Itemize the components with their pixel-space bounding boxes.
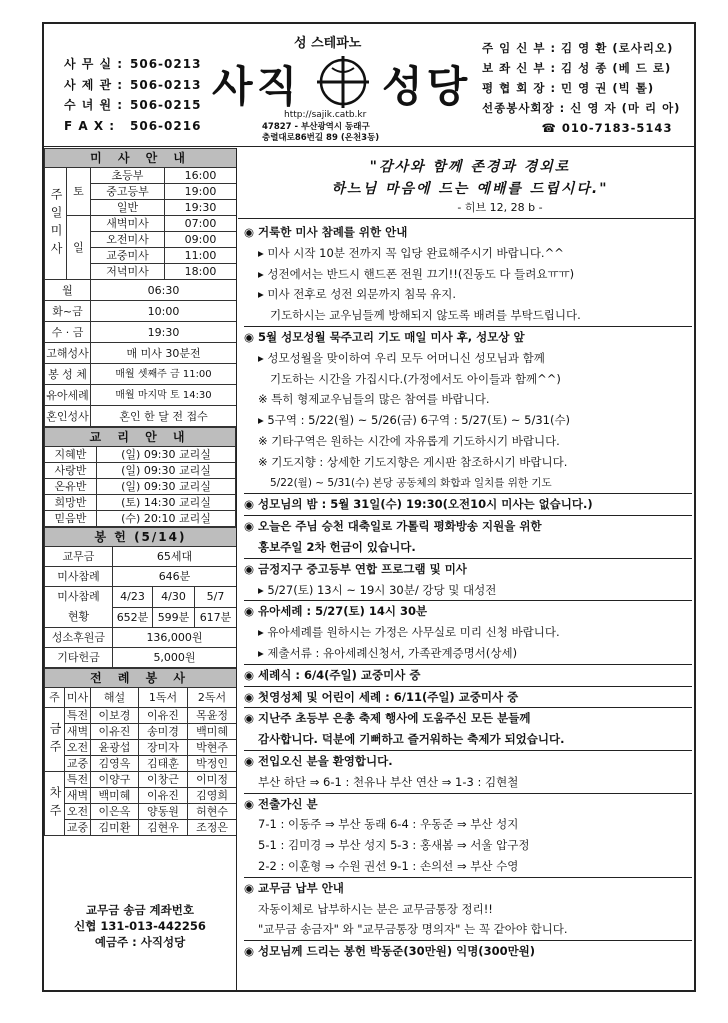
sacrament-time: 혼인 한 달 전 접수 [91, 406, 237, 427]
parish-url[interactable]: http://sajik.catb.kr [284, 110, 367, 120]
office-row: 사 제 관 : 506-0213 [64, 77, 202, 92]
class-name: 희망반 [45, 495, 97, 511]
roster-cell: 교중 [65, 820, 91, 836]
roster-header: 1독서 [139, 688, 188, 708]
office-row: 수 녀 원 : 506-0215 [64, 98, 202, 112]
notice-line: 5-1 : 김미경 ⇒ 부산 성지 5-3 : 홍새봄 ⇒ 서울 압구정 [258, 838, 530, 853]
roster-cell: 김태훈 [139, 756, 188, 772]
sacrament-time: 매월 셋째주 금 11:00 [91, 364, 237, 385]
scripture-quote [250, 156, 690, 216]
roster-cell: 교중 [65, 756, 91, 772]
staff-list [482, 38, 680, 138]
column-divider [236, 148, 237, 992]
notice-line: 홍보주일 2차 헌금이 있습니다. [258, 539, 416, 554]
trend-date: 4/30 [153, 587, 195, 608]
class-time: (일) 09:30 교리실 [97, 479, 236, 495]
roster-cell: 오전 [65, 740, 91, 756]
mass-schedule-table [44, 148, 237, 427]
notice-line: 2-2 : 이훈형 ⇒ 수원 권선 9-1 : 손의선 ⇒ 부산 수영 [258, 858, 519, 873]
notice-heading: ◉ 금정지구 중고등부 연합 프로그램 및 미사 [244, 558, 692, 580]
trend-value: 599분 [153, 607, 195, 628]
notice-line: 기도하시는 교우님들께 방해되지 않도록 배려를 부탁드립니다. [270, 308, 581, 323]
office-phones [64, 54, 201, 136]
class-time: (토) 14:30 교리실 [97, 495, 236, 511]
mass-time: 19:30 [165, 200, 237, 216]
class-name: 믿음반 [45, 511, 97, 527]
roster-cell: 백미혜 [188, 724, 237, 740]
staff-phone: ☎ 010-7183-5143 [541, 121, 673, 135]
offering-value: 5,000원 [113, 648, 237, 668]
sacrament-name: 봉 성 체 [45, 364, 91, 385]
quote-divider [238, 218, 694, 219]
notice-heading: ◉ 첫영성체 및 어린이 세례 : 6/11(주일) 교중미사 중 [244, 686, 692, 708]
office-row: F A X : 506-0216 [64, 118, 202, 133]
roster-cell: 윤광섭 [91, 740, 139, 756]
mass-time: 19:30 [91, 322, 237, 343]
notice-line: 5/22(월) ~ 5/31(수) 본당 공동체의 화합과 일치를 위한 기도 [270, 476, 552, 489]
notice-heading: ◉ 유아세례 : 5/27(토) 14시 30분 [244, 600, 692, 622]
roster-cell: 오전 [65, 804, 91, 820]
notice-heading: ◉ 성모님의 밤 : 5월 31일(수) 19:30(오전10시 미사는 없습니다.) [244, 493, 692, 515]
roster-cell: 이유진 [139, 708, 188, 724]
mass-name: 중고등부 [91, 184, 165, 200]
roster-cell: 김영희 [188, 788, 237, 804]
offering-title: 봉 헌 (5/14) [45, 528, 237, 547]
mass-time: 06:30 [91, 280, 237, 301]
roster-cell: 백미혜 [91, 788, 139, 804]
mass-name: 새벽미사 [91, 216, 165, 232]
roster-cell: 새벽 [65, 788, 91, 804]
bulletin-header [44, 24, 694, 146]
mass-time: 16:00 [165, 168, 237, 184]
notice-line: 자동이체로 납부하시는 분은 교무금통장 정리!! [258, 901, 493, 916]
parish-name-left: 사직 [212, 62, 302, 111]
roster-cell: 김영옥 [91, 756, 139, 772]
offering-value: 136,000원 [113, 628, 237, 648]
offering-name: 미사참례 [45, 567, 113, 587]
offering-table [44, 527, 237, 668]
staff-row: 평 협 회 장 : 민 영 권 (빅 톨) [482, 81, 655, 95]
roster-cell: 박정인 [188, 756, 237, 772]
saturday-label: 토 [67, 168, 91, 216]
roster-header: 미사 [65, 688, 91, 708]
quote-reference: - 히브 12, 28 b - [457, 201, 543, 214]
notice-line: ※ 특히 형제교우님들의 많은 참여를 바랍니다. [258, 392, 490, 407]
staff-row: 보 좌 신 부 : 김 성 종 (베 드 로) [482, 61, 672, 75]
notices [244, 222, 692, 962]
mass-name: 저녁미사 [91, 264, 165, 280]
sacrament-time: 매 미사 30분전 [91, 343, 237, 364]
roster-cell: 새벽 [65, 724, 91, 740]
trend-date: 4/23 [113, 587, 153, 608]
mass-name: 초등부 [91, 168, 165, 184]
class-name: 지혜반 [45, 447, 97, 463]
account-holder: 예금주 : 사직성당 [94, 935, 186, 949]
quote-line: "감사와 함께 존경과 경외로 [369, 159, 571, 175]
roster-cell: 이보경 [91, 708, 139, 724]
notice-line: ▸ 성모성월을 맞이하여 우리 모두 어머니신 성모님과 함께 [258, 350, 545, 365]
bank-account-info [44, 902, 236, 950]
notice-heading: ◉ 교무금 납부 안내 [244, 877, 692, 899]
parish-name-right: 성당 [382, 62, 472, 111]
account-title: 교무금 송금 계좌번호 [86, 903, 194, 917]
roster-cell: 양동원 [139, 804, 188, 820]
roster-header: 주 [45, 688, 65, 708]
parish-patron: 성 스테파노 [294, 36, 362, 51]
roster-cell: 박현주 [188, 740, 237, 756]
notice-line: ▸ 성전에서는 반드시 핸드폰 전원 끄기!!(진동도 다 들려요ㅠㅠ) [258, 266, 575, 281]
roster-cell: 목윤정 [188, 708, 237, 724]
roster-header: 2독서 [188, 688, 237, 708]
roster-cell: 이양구 [91, 772, 139, 788]
roster-cell: 이창근 [139, 772, 188, 788]
mass-name: 교중미사 [91, 248, 165, 264]
mass-time: 09:00 [165, 232, 237, 248]
office-row: 사 무 실 : 506-0213 [64, 57, 202, 71]
class-time: (일) 09:30 교리실 [97, 447, 236, 463]
sunday-mass-label: 주일미사 [45, 168, 67, 280]
notice-line: ※ 기타구역은 원하는 시간에 자유롭게 기도하시기 바랍니다. [258, 433, 560, 448]
staff-row: 주 임 신 부 : 김 영 환 (로사리오) [482, 41, 674, 55]
roster-cell: 이미정 [188, 772, 237, 788]
notice-line: ▸ 5/27(토) 13시 ~ 19시 30분/ 강당 및 대성전 [258, 582, 497, 597]
roster-cell: 장미자 [139, 740, 188, 756]
cross-emblem-icon [312, 54, 374, 110]
notice-line: 감사합니다. 덕분에 기뻐하고 즐거워하는 축제가 되었습니다. [258, 732, 565, 747]
roster-cell: 특전 [65, 708, 91, 724]
sacrament-name: 유아세례 [45, 385, 91, 406]
mass-name: 화~금 [45, 301, 91, 322]
offering-name: 성소후원금 [45, 628, 113, 648]
notice-line: ※ 기도지향 : 상세한 기도지향은 게시판 참조하시기 바랍니다. [258, 454, 568, 469]
notice-heading: ◉ 거룩한 미사 참례를 위한 안내 [244, 225, 408, 239]
roster-cell: 송미경 [139, 724, 188, 740]
sunday-label: 일 [67, 216, 91, 280]
offering-value: 65세대 [113, 547, 237, 567]
staff-row: 선종봉사회장 : 신 영 자 (마 리 아) [482, 101, 681, 115]
mass-name: 일반 [91, 200, 165, 216]
mass-time: 11:00 [165, 248, 237, 264]
mass-time: 18:00 [165, 264, 237, 280]
offering-name: 기타헌금 [45, 648, 113, 668]
notice-line: ▸ 유아세례를 원하시는 가정은 사무실로 미리 신청 바랍니다. [258, 625, 560, 640]
roster-cell: 이유진 [139, 788, 188, 804]
liturgy-title: 전 례 봉 사 [45, 669, 237, 688]
this-week-label: 금주 [45, 708, 65, 772]
offering-name: 교무금 [45, 547, 113, 567]
roster-cell: 김현우 [139, 820, 188, 836]
trend-value: 617분 [195, 607, 237, 628]
roster-cell: 이은옥 [91, 804, 139, 820]
offering-value: 646분 [113, 567, 237, 587]
notice-line: "교무금 송금자" 와 "교무금통장 명의자" 는 꼭 같아야 합니다. [258, 922, 568, 937]
notice-line: ▸ 미사 전후로 성전 외문까지 침묵 유지. [258, 287, 456, 302]
mass-time: 19:00 [165, 184, 237, 200]
account-number: 신협 131-013-442256 [74, 919, 206, 933]
quote-line: 하느님 마음에 드는 예배를 드립시다." [331, 181, 609, 197]
notice-line: ▸ 미사 시작 10분 전까지 꼭 입당 완료해주시기 바랍니다.^^ [258, 245, 564, 260]
catechism-title: 교 리 안 내 [45, 428, 236, 447]
attendance-trend-label: 미사참례 현황 [45, 587, 113, 628]
mass-time: 07:00 [165, 216, 237, 232]
class-name: 사랑반 [45, 463, 97, 479]
mass-name: 오전미사 [91, 232, 165, 248]
notice-heading: ◉ 세례식 : 6/4(주일) 교중미사 중 [244, 664, 692, 686]
notice-heading: ◉ 전출가신 분 [244, 793, 692, 815]
notice-heading: ◉ 지난주 초등부 은총 축제 행사에 도움주신 모든 분들께 [244, 707, 692, 729]
sacrament-name: 혼인성사 [45, 406, 91, 427]
left-sidebar [44, 148, 236, 836]
parish-address: 47827 - 부산광역시 동래구 충렬대로86번길 89 (온천3동) [262, 122, 380, 143]
next-week-label: 차주 [45, 772, 65, 836]
mass-time: 10:00 [91, 301, 237, 322]
roster-cell: 특전 [65, 772, 91, 788]
mass-name: 월 [45, 280, 91, 301]
parish-logo [212, 52, 477, 118]
roster-header: 해설 [91, 688, 139, 708]
notice-heading: ◉ 오늘은 주님 승천 대축일로 가톨릭 평화방송 지원을 위한 [244, 515, 692, 537]
notice-line: ▸ 제출서류 : 유아세례신청서, 가족관계증명서(상세) [258, 645, 518, 660]
trend-value: 652분 [113, 607, 153, 628]
notice-line: 부산 하단 ⇒ 6-1 : 천유나 부산 연산 ⇒ 1-3 : 김현철 [258, 774, 519, 789]
sacrament-name: 고해성사 [45, 343, 91, 364]
mass-title: 미 사 안 내 [45, 149, 237, 168]
liturgy-roster-table [44, 668, 237, 836]
header-divider [44, 146, 694, 147]
roster-cell: 김미환 [91, 820, 139, 836]
mass-name: 수 · 금 [45, 322, 91, 343]
notice-line: 7-1 : 이동주 ⇒ 부산 동래 6-4 : 우동준 ⇒ 부산 성지 [258, 817, 519, 832]
trend-date: 5/7 [195, 587, 237, 608]
notice-heading: ◉ 5월 성모성월 묵주고리 기도 매일 미사 후, 성모상 앞 [244, 326, 692, 348]
class-time: (일) 09:30 교리실 [97, 463, 236, 479]
class-time: (수) 20:10 교리실 [97, 511, 236, 527]
roster-cell: 조정은 [188, 820, 237, 836]
catechism-table [44, 427, 236, 527]
sacrament-time: 매월 마지막 토 14:30 [91, 385, 237, 406]
roster-cell: 이유진 [91, 724, 139, 740]
notice-heading: ◉ 성모님께 드리는 봉헌 박동준(30만원) 익명(300만원) [244, 940, 692, 962]
notice-line: ▸ 5구역 : 5/22(월) ~ 5/26(금) 6구역 : 5/27(토) ~ 5/31(수) [258, 413, 571, 428]
roster-cell: 허현수 [188, 804, 237, 820]
class-name: 온유반 [45, 479, 97, 495]
notice-line: 기도하는 시간을 가집시다.(가정에서도 아이들과 함께^^) [270, 371, 561, 386]
notice-heading: ◉ 전입오신 분을 환영합니다. [244, 750, 692, 772]
